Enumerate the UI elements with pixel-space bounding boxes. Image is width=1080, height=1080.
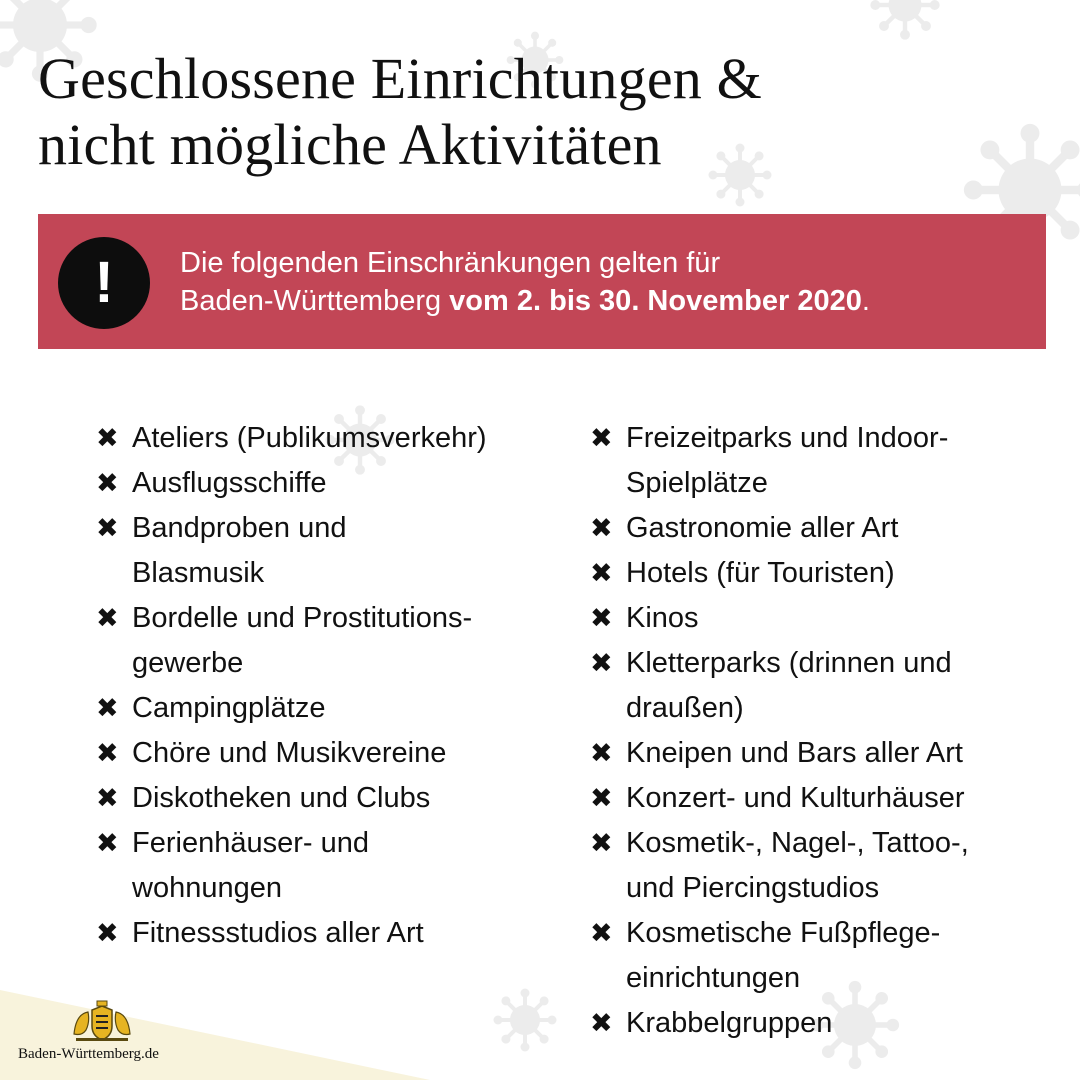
notice-text <box>180 244 1030 320</box>
list-item-line: Kneipen und Bars aller Art <box>626 737 963 769</box>
list-item-text <box>132 776 566 821</box>
list-item <box>590 641 1060 731</box>
title-line-2: nicht mögliche Aktivitäten <box>38 112 662 177</box>
list-item-text <box>132 821 566 911</box>
page-title <box>38 46 762 178</box>
list-item <box>590 416 1060 506</box>
notice-line-1: Die folgenden Einschränkungen gelten für <box>180 247 721 279</box>
list-item <box>96 686 566 731</box>
list-item <box>590 776 1060 821</box>
list-item-text <box>132 686 566 731</box>
list-item-text <box>626 506 1060 551</box>
list-item-line: Bandproben und <box>132 512 347 544</box>
list-item <box>590 911 1060 1001</box>
cross-icon: ✖ <box>96 468 119 498</box>
list-item-line: Konzert- und Kulturhäuser <box>626 782 965 814</box>
list-item-line: Kletterparks (drinnen und <box>626 647 952 679</box>
cross-icon: ✖ <box>96 603 119 633</box>
list-item <box>96 821 566 911</box>
cross-icon: ✖ <box>96 738 119 768</box>
list-item-line: Kosmetische Fußpflege- <box>626 917 941 949</box>
closed-facilities-list-left <box>96 416 566 956</box>
cross-icon: ✖ <box>590 603 613 633</box>
logo-text: Baden-Württemberg.de <box>18 1046 159 1062</box>
logo <box>18 1000 188 1072</box>
list-item-line: gewerbe <box>132 647 244 679</box>
list-item <box>96 461 566 506</box>
list-item-line: Spielplätze <box>626 467 768 499</box>
list-item-line: Freizeitparks und Indoor- <box>626 422 949 454</box>
cross-icon: ✖ <box>96 828 119 858</box>
list-item <box>590 731 1060 776</box>
list-item-line: Diskotheken und Clubs <box>132 782 431 814</box>
list-item-line: Kosmetik-, Nagel-, Tattoo-, <box>626 827 969 859</box>
list-item <box>96 731 566 776</box>
list-item-text <box>132 911 566 956</box>
list-item-line: Ferienhäuser- und <box>132 827 369 859</box>
cross-icon: ✖ <box>590 513 613 543</box>
cross-icon: ✖ <box>590 1008 613 1038</box>
list-item-line: Fitnessstudios aller Art <box>132 917 424 949</box>
list-item <box>590 821 1060 911</box>
notice-region: Baden-Württemberg <box>180 285 450 317</box>
list-item-text <box>132 461 566 506</box>
list-item <box>590 596 1060 641</box>
list-item <box>590 1001 1060 1046</box>
list-item-line: Gastronomie aller Art <box>626 512 899 544</box>
list-item-text <box>132 416 566 461</box>
list-item <box>96 506 566 596</box>
list-item-text <box>626 1001 1060 1046</box>
list-item-line: Hotels (für Touristen) <box>626 557 895 589</box>
list-item-text <box>626 416 1060 506</box>
list-item-line: einrichtungen <box>626 962 801 994</box>
cross-icon: ✖ <box>590 783 613 813</box>
list-item-line: Chöre und Musikvereine <box>132 737 447 769</box>
notice-period: . <box>861 285 870 317</box>
cross-icon: ✖ <box>590 423 613 453</box>
list-item-text <box>626 731 1060 776</box>
list-item-line: Bordelle und Prostitutions- <box>132 602 473 634</box>
list-item-line: und Piercingstudios <box>626 872 880 904</box>
cross-icon: ✖ <box>96 513 119 543</box>
list-item-line: Ausflugsschiffe <box>132 467 327 499</box>
cross-icon: ✖ <box>590 648 613 678</box>
list-item-text <box>626 821 1060 911</box>
notice-date-range: vom 2. bis 30. November 2020 <box>449 285 862 317</box>
list-item <box>96 776 566 821</box>
list-item-line: draußen) <box>626 692 744 724</box>
list-item-text <box>626 596 1060 641</box>
list-item-text <box>626 641 1060 731</box>
exclamation-glyph: ! <box>94 250 114 315</box>
cross-icon: ✖ <box>590 558 613 588</box>
cross-icon: ✖ <box>590 918 613 948</box>
list-item <box>96 416 566 461</box>
exclamation-icon <box>58 237 150 329</box>
list-item-line: Krabbelgruppen <box>626 1007 833 1039</box>
coat-of-arms-icon <box>66 1000 138 1044</box>
list-item-text <box>132 731 566 776</box>
cross-icon: ✖ <box>96 783 119 813</box>
list-item-line: Blasmusik <box>132 557 265 589</box>
list-item-line: Kinos <box>626 602 699 634</box>
list-item-line: Ateliers (Publikumsverkehr) <box>132 422 487 454</box>
list-item-text <box>132 596 566 686</box>
cross-icon: ✖ <box>590 738 613 768</box>
list-item-line: Campingplätze <box>132 692 326 724</box>
list-item-text <box>626 551 1060 596</box>
list-item <box>96 596 566 686</box>
cross-icon: ✖ <box>96 423 119 453</box>
notice-line-2 <box>180 282 1030 320</box>
cross-icon: ✖ <box>96 693 119 723</box>
cross-icon: ✖ <box>590 828 613 858</box>
cross-icon: ✖ <box>96 918 119 948</box>
list-item-text <box>626 911 1060 1001</box>
list-item-line: wohnungen <box>132 872 282 904</box>
list-item-text <box>132 506 566 596</box>
title-line-1: Geschlossene Einrichtungen & <box>38 46 762 111</box>
closed-facilities-list-right <box>590 416 1060 1046</box>
list-item-text <box>626 776 1060 821</box>
list-item <box>590 506 1060 551</box>
list-item <box>590 551 1060 596</box>
list-item <box>96 911 566 956</box>
